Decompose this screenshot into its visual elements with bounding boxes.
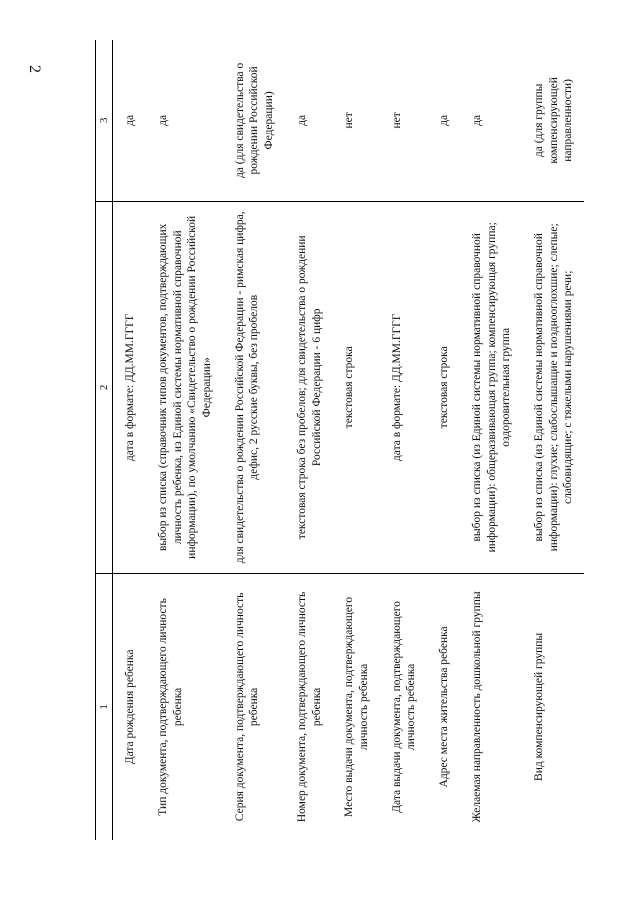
field-required-cell: да — [146, 40, 223, 201]
field-required-cell: да — [285, 40, 332, 201]
rotated-table-container — [95, 40, 605, 840]
table-row — [146, 40, 223, 840]
field-required-cell: нет — [332, 40, 379, 201]
column-header: 3 — [96, 40, 113, 201]
table-row — [522, 40, 584, 840]
table-row — [380, 40, 427, 840]
table-row — [332, 40, 379, 840]
column-number-header — [96, 40, 113, 840]
column-header: 2 — [96, 201, 113, 573]
page-number: 2 — [26, 65, 43, 73]
column-header: 1 — [96, 573, 113, 840]
table-row — [285, 40, 332, 840]
table-row — [113, 40, 146, 840]
field-format-cell: для свидетельства о рождении Российской Федерации - римская цифра, дефис, 2 русские буквы, без пробелов — [223, 201, 285, 573]
field-required-cell: да (для свидетельства о рождении Российской Федерации) — [223, 40, 285, 201]
field-format-cell: дата в формате: ДД.ММ.ГГГГ — [380, 201, 427, 573]
field-name-cell: Номер документа, подтверждающего личность ребенка — [295, 591, 323, 823]
field-required-cell: да — [460, 40, 522, 201]
data-table — [95, 40, 584, 840]
field-name-cell: Адрес места жительства ребенка — [438, 626, 451, 788]
field-required-cell: нет — [380, 40, 427, 201]
field-name-cell: Дата рождения ребенка — [124, 649, 137, 765]
field-name-cell: Место выдачи документа, подтверждающего личность ребенка — [343, 596, 370, 817]
field-name-cell: Серия документа, подтверждающего личность ребенка — [233, 592, 261, 822]
table-row — [460, 40, 522, 840]
table-row — [223, 40, 285, 840]
field-name-cell: Вид компенсирующей группы — [533, 632, 546, 781]
field-required-cell: да — [427, 40, 460, 201]
field-name-cell: Желаемая направленность дошкольной группы — [470, 591, 483, 823]
field-format-cell: текстовая строка — [427, 201, 460, 573]
field-name-cell: Дата выдачи документа, подтверждающего личность ребенка — [390, 601, 418, 813]
field-required-cell: да — [113, 40, 146, 201]
field-format-cell: текстовая строка — [332, 201, 379, 573]
field-format-cell: выбор из списка (из Единой системы нормативной справочной информации): общеразвивающая группа; компенсирующая группа; оздоровительная группа — [460, 201, 522, 573]
field-format-cell: дата в формате: ДД.ММ.ГГГГ — [113, 201, 146, 573]
field-format-cell: текстовая строка без пробелов; для свидетельства о рождении Российской Федерации - 6 цифр — [285, 201, 332, 573]
table-row — [427, 40, 460, 840]
field-format-cell: выбор из списка (из Единой системы нормативной справочной информации): глухие; слабослышащие и позднооглохшие; слепые; слабовидящие; с тяжелыми нарушениями речи; — [522, 201, 584, 573]
field-name-cell: Тип документа, подтверждающего личность ребенка — [156, 598, 184, 816]
field-required-cell: да (для группы компенсирующей направленности) — [522, 40, 584, 201]
field-format-cell: выбор из списка (справочник типов документов, подтверждающих личность ребенка, из Единой системы нормативной справочной информации), по умолчанию «Свидетельство о рождении Российской Федерации» — [146, 201, 223, 573]
